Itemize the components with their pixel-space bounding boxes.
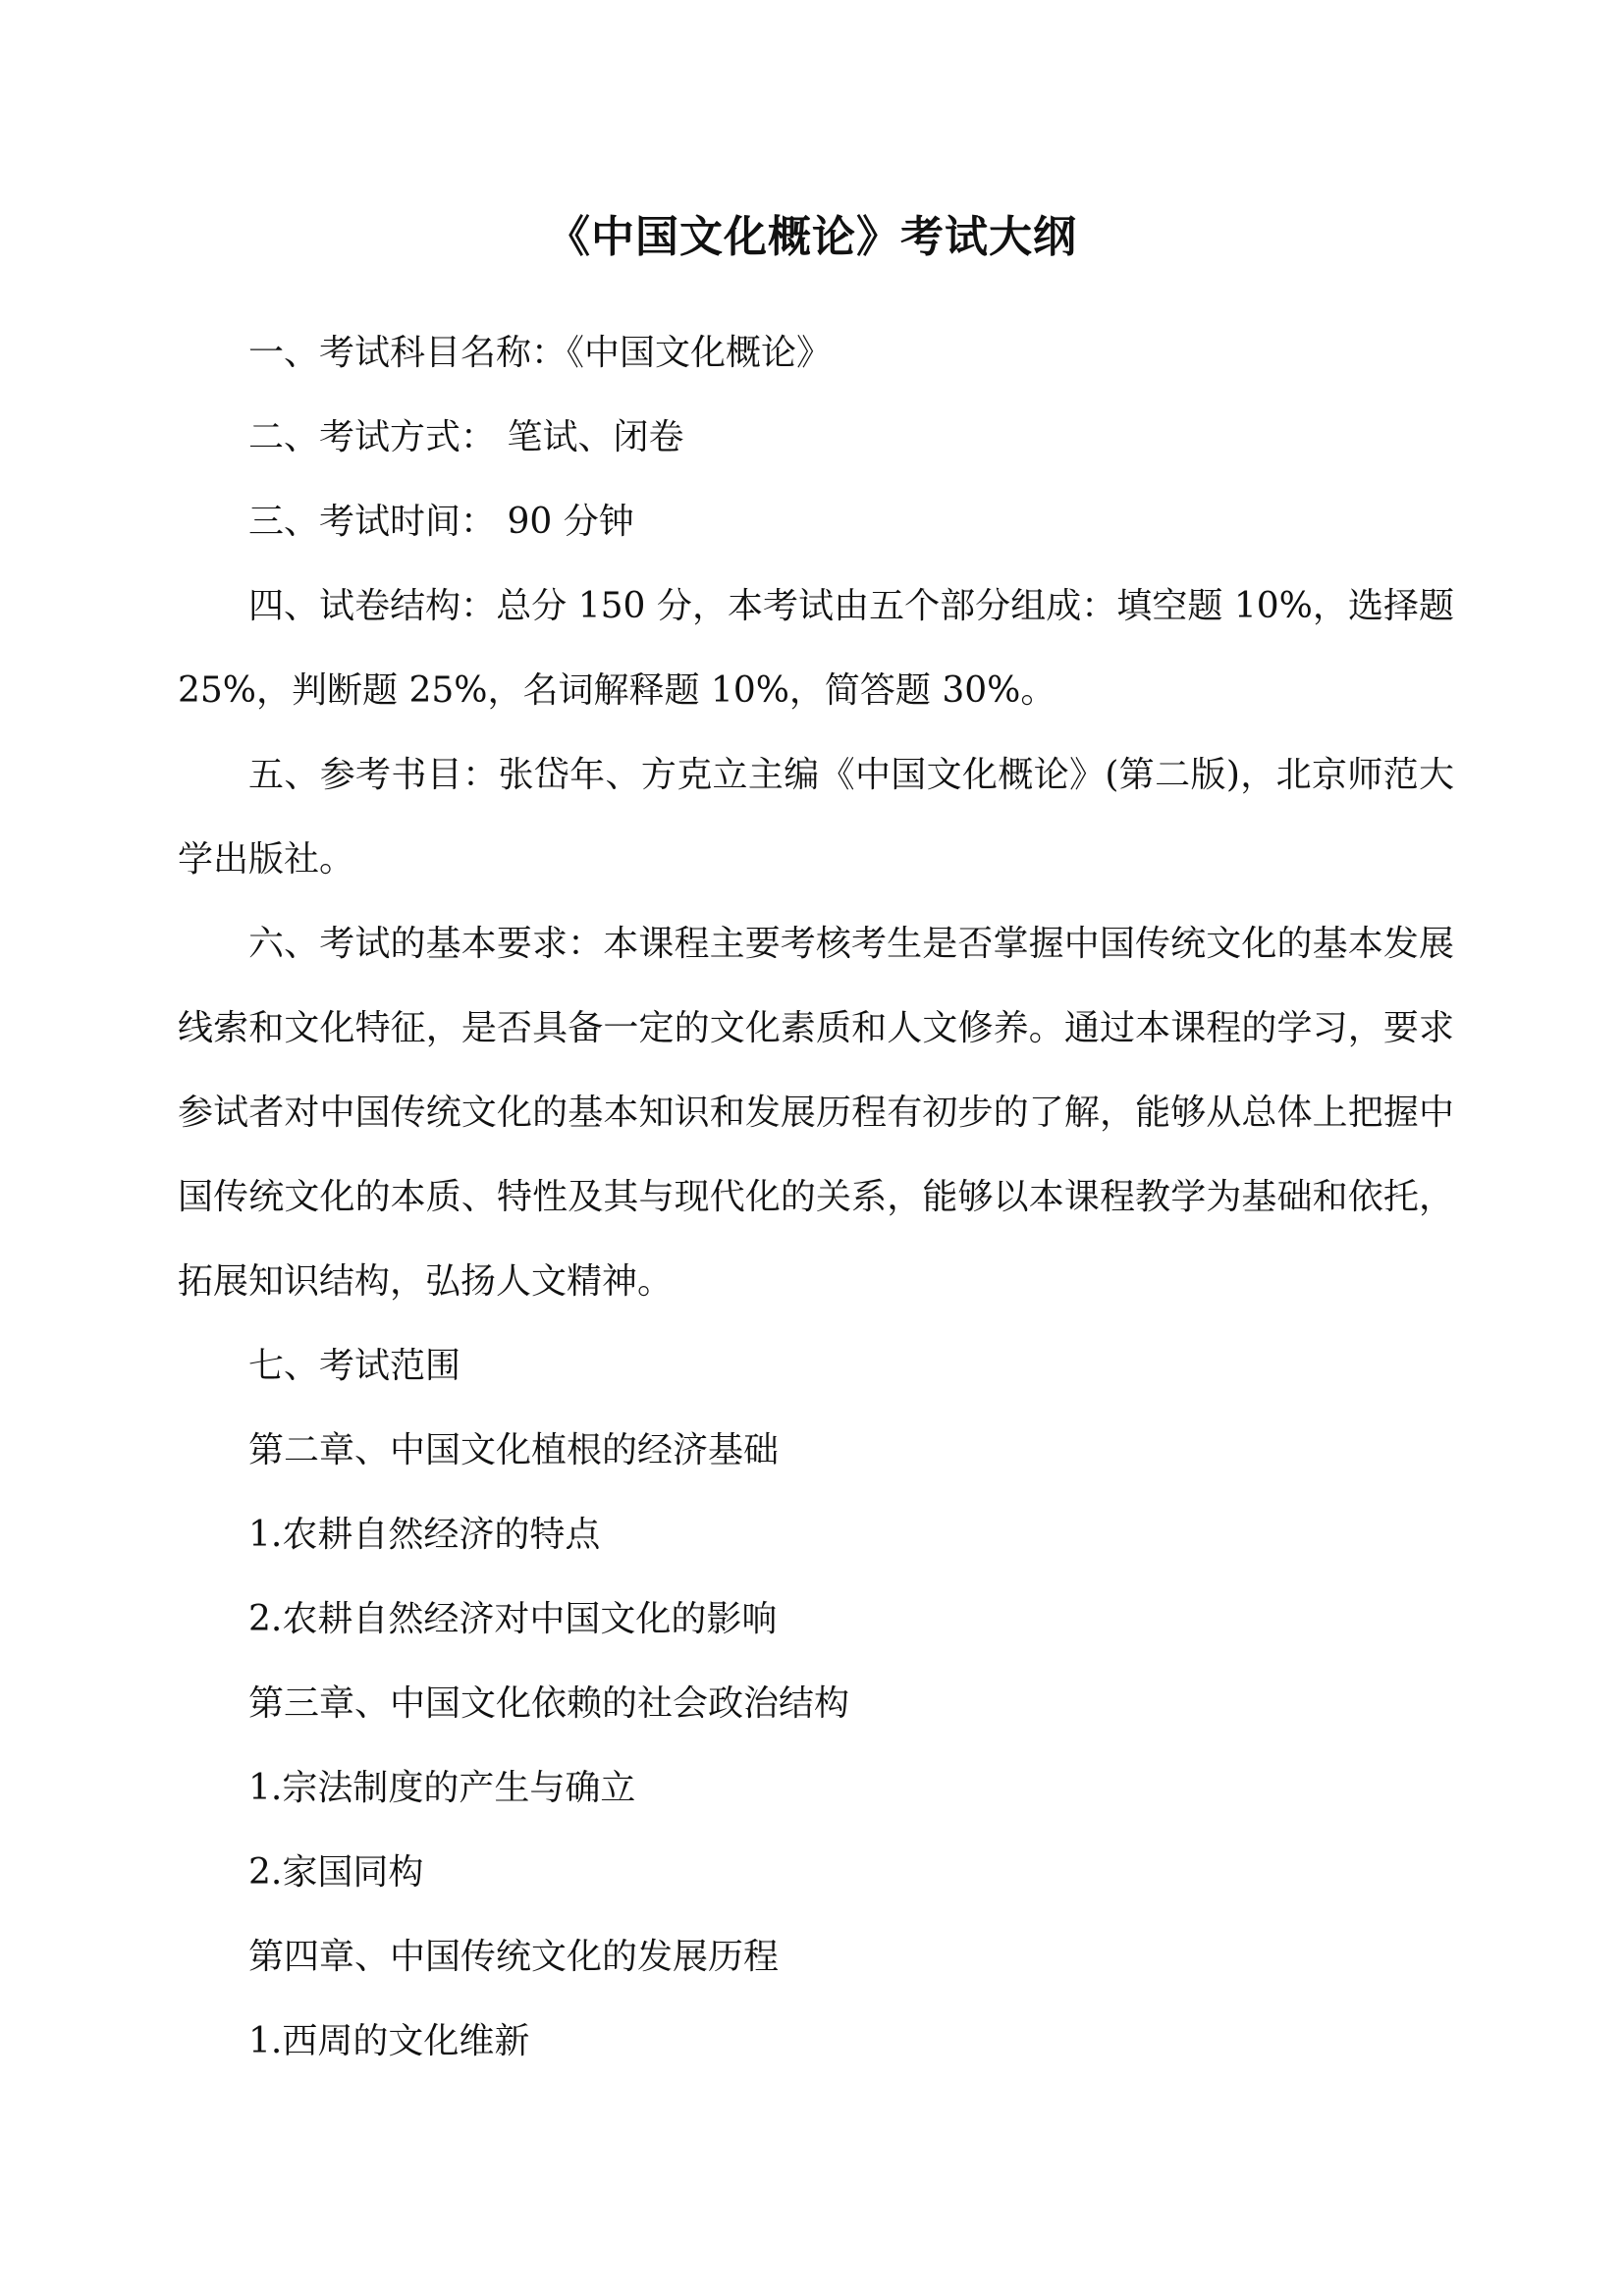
paragraph-exam-time: 三、考试时间： 90 分钟 <box>248 502 634 542</box>
paragraph-reference-book: 五、参考书目：张岱年、方克立主编《中国文化概论》(第二版)，北京师范大学出版社。 <box>178 755 1454 880</box>
paragraph-exam-subject: 一、考试科目名称：《中国文化概论》 <box>248 333 833 373</box>
chapter-item: 1.农耕自然经济的特点 <box>248 1515 601 1555</box>
paragraph-basic-requirements: 六、考试的基本要求：本课程主要考核考生是否掌握中国传统文化的基本发展线索和文化特征，是否具备一定的文化素质和人文修养。通过本课程的学习，要求参试者对中国传统文化的基本知识和发展历程有初步的了解，能够从总体上把握中国传统文化的本质、特性及其与现代化的关系，能够以本课程教学为基础和依托，拓展知识结构，弘扬人文精神。 <box>178 924 1454 1302</box>
chapter-item: 2.家国同构 <box>248 1852 424 1893</box>
paragraph-paper-structure: 四、试卷结构：总分 150 分，本考试由五个部分组成：填空题 10%，选择题 25%，判断题 25%，名词解释题 10%，简答题 30%。 <box>178 586 1454 711</box>
document-body <box>178 311 1454 2084</box>
chapter-heading: 第四章、中国传统文化的发展历程 <box>248 1937 780 1977</box>
chapter-item: 2.农耕自然经济对中国文化的影响 <box>248 1599 778 1639</box>
chapter-item: 1.西周的文化维新 <box>248 2021 530 2061</box>
paragraph-exam-method: 二、考试方式： 笔试、闭卷 <box>248 417 684 457</box>
document-title: 《中国文化概论》考试大纲 <box>547 212 1077 262</box>
chapter-heading: 第二章、中国文化植根的经济基础 <box>248 1430 780 1470</box>
chapter-item: 1.宗法制度的产生与确立 <box>248 1768 636 1808</box>
section-heading-exam-scope: 七、考试范围 <box>248 1346 461 1386</box>
chapter-heading: 第三章、中国文化依赖的社会政治结构 <box>248 1683 850 1724</box>
